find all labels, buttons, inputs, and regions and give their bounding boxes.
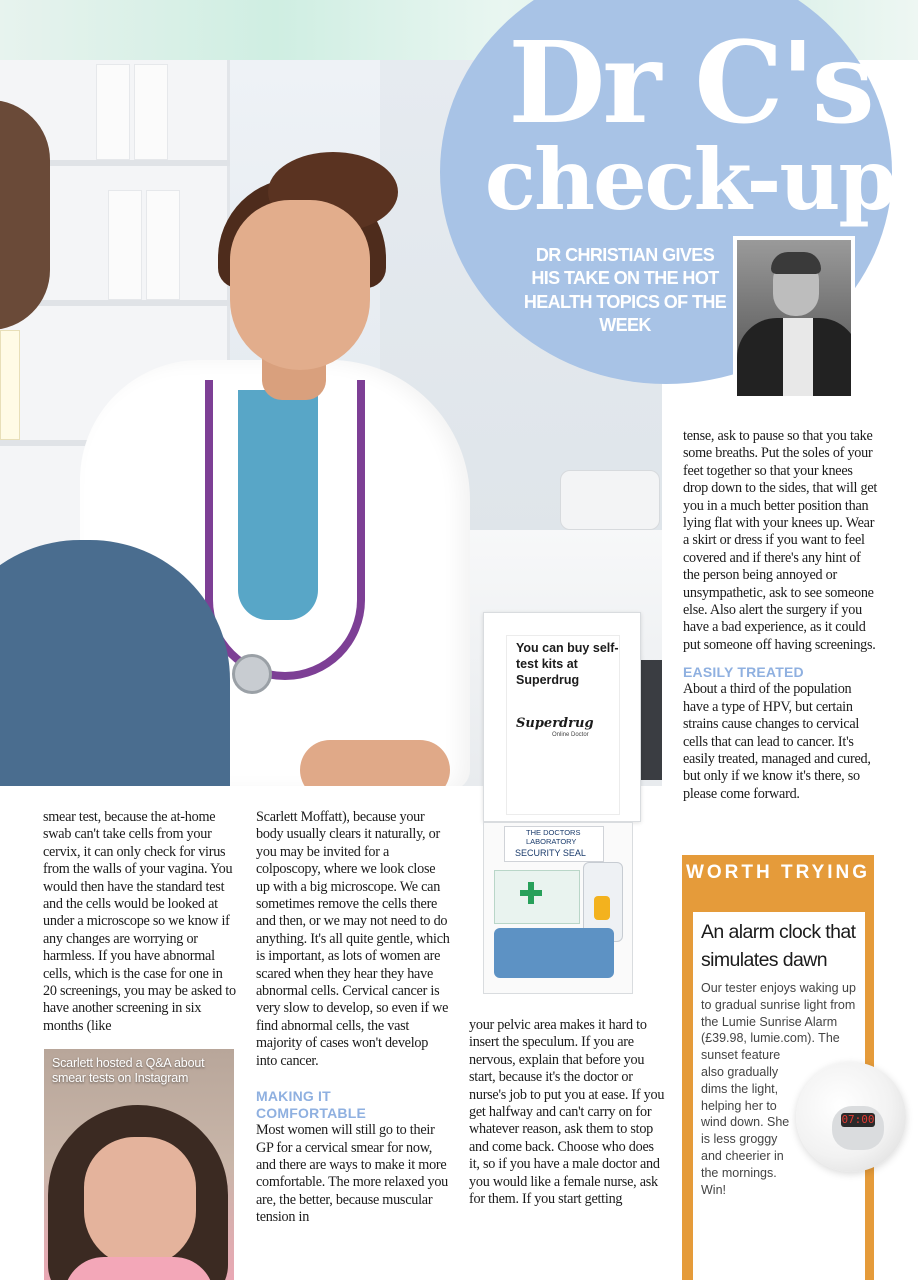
product-brand: Superdrug: [516, 716, 594, 731]
doctor-face: [230, 200, 370, 370]
clock-display: 07:00: [841, 1113, 875, 1126]
security-seal-label: SECURITY SEAL: [515, 848, 586, 858]
subhead-making-it-comfortable: MAKING IT COMFORTABLE: [256, 1088, 367, 1122]
column-right-text: tense, ask to pause so that you take some breaths. Put the soles of your feet together so that your knees drop down to the sides, that will get you in a much better position than lying flat with your knees up. Wear a skirt or dress if you want to feel covered and if there's any hint of the person being annoyed or unsympathetic, ask to see someone else. Also alert the surgery if you have a bad experience, as it could put someone off having screenings.: [683, 428, 878, 653]
article-column-left: [43, 809, 239, 1035]
stethoscope-chestpiece: [232, 654, 272, 694]
stethoscope: [205, 380, 365, 680]
sidebar-body-text-2: sunset feature also gradually dims the light, helping her to wind down. She is less groggy and cheerier in the mornings. Win!: [701, 1048, 790, 1197]
sidebar-kicker: WORTH TRYING: [685, 862, 871, 883]
column-third-text: your pelvic area makes it hard to insert the speculum. If you are nervous, explain that before you start, because it's the doctor or nurse's job to put you at ease. If you get halfway and can't carry on for whatever reason, ask them to stop and come back. Choose who does it, so if you have a male doctor and you would like a female nurse, ask for them. If you start getting: [469, 1017, 665, 1208]
article-column-third: [469, 1017, 665, 1208]
patient-head: [0, 100, 50, 330]
desk-phone: [560, 470, 660, 530]
standfirst: DR CHRISTIAN GIVES HIS TAKE ON THE HOT HEALTH TOPICS OF THE WEEK: [523, 245, 727, 336]
column-middle-text-2: Most women will still go to their GP for a cervical smear for now, and there are ways to make it more comfortable. The more relaxed you are, the better, because muscular tension in: [256, 1122, 449, 1226]
first-aid-cross-icon: [520, 882, 542, 904]
lab-name: THE DOCTORS LABORATORY: [526, 828, 581, 846]
page-title: Dr C's: [508, 18, 872, 149]
kit-tube-cap: [594, 896, 610, 920]
article-column-right: [683, 428, 878, 803]
column-left-text: smear test, because the at-home swab can't take cells from your cervix, it can only check for virus from the walls of your vagina. You would then have the standard test and the cells would be looked at under a microscope so we know if any changes are worrying or harmless. If you have abnormal cells, which is the case for one in 20 screenings, you may be asked to have another screening in six months (like: [43, 809, 236, 1034]
note-card: [0, 330, 20, 440]
product-caption: You can buy self-test kits at Superdrug: [516, 641, 619, 687]
page-subtitle: check-up: [484, 130, 896, 229]
product-brand-sub: Online Doctor: [552, 732, 589, 738]
doctor-hand: [300, 740, 450, 786]
article-column-middle: [256, 809, 452, 1227]
sidebar-headline: An alarm clock that simulates dawn: [701, 921, 856, 971]
author-photo: [733, 236, 855, 400]
sidebar-body-text: Our tester enjoys waking up to gradual sunrise light from the Lumie Sunrise Alarm (£39.98, lumie.com). The: [701, 981, 856, 1046]
column-middle-text: Scarlett Moffatt), because your body usually clears it naturally, or you may be invited for a colposcopy, where we look close up with a big microscope. We can sometimes remove the cells there and then, or we may not need to do anything. It's all quite gentle, which is important, as lots of women are scared when they hear they have abnormal cells. Cervical cancer is very slow to develop, so even if we find abnormal cells, the vast majority of cases won't develop into cancer.: [256, 809, 450, 1069]
subhead-easily-treated: EASILY TREATED: [683, 664, 804, 681]
kit-swab-pack: [494, 928, 614, 978]
column-right-text-2: About a third of the population have a type of HPV, but certain strains cause changes to cervical cells that can lead to cancer. It's easily treated, managed and cured, but only if we know it's there, so please come forward.: [683, 681, 871, 802]
instagram-caption: Scarlett hosted a Q&A about smear tests on Instagram: [52, 1056, 205, 1085]
